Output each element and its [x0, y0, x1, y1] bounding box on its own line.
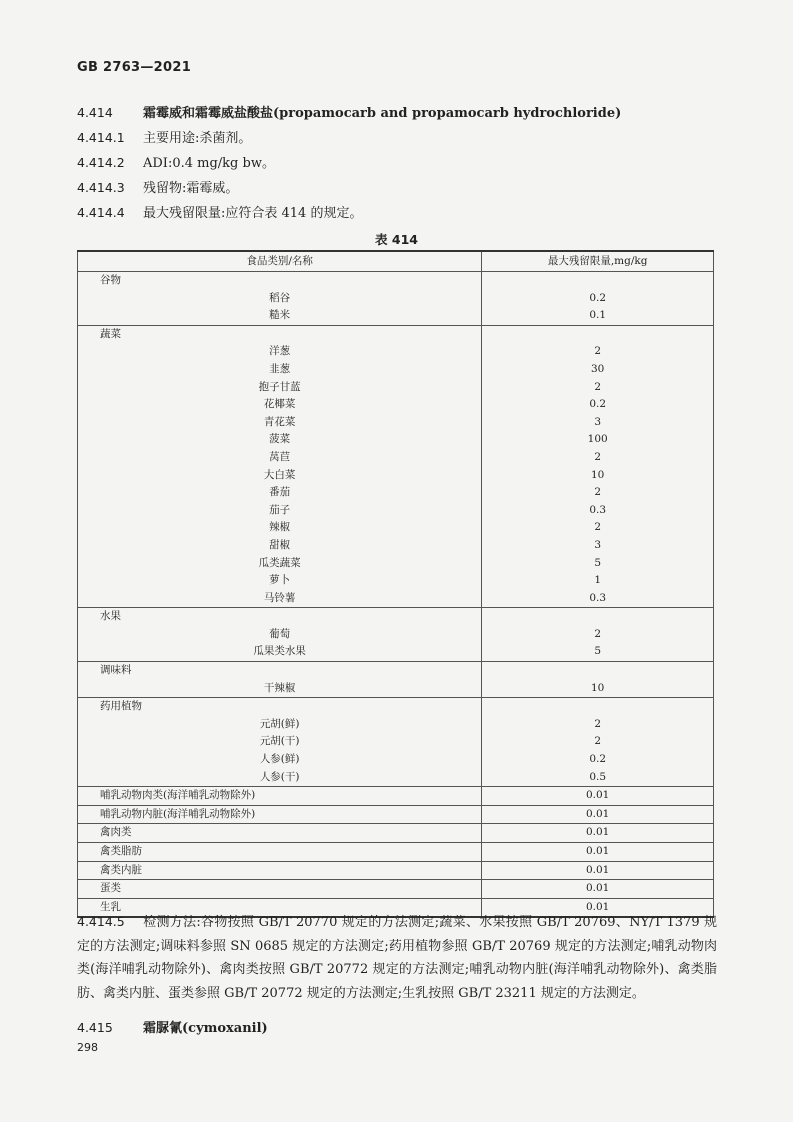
mrl-value-cell: 0.01 — [482, 880, 714, 899]
mrl-value-cell: 0.2 — [482, 751, 714, 769]
item-number: 4.414.2 — [77, 155, 125, 170]
table-row — [78, 379, 714, 397]
mrl-value-cell: 5 — [482, 643, 714, 661]
table-row — [78, 343, 714, 361]
food-name-cell: 葡萄 — [78, 626, 482, 644]
mrl-value-cell: 0.01 — [482, 861, 714, 880]
mrl-value-cell: 2 — [482, 716, 714, 734]
food-name-cell: 瓜果类水果 — [78, 643, 482, 661]
food-category-cell: 哺乳动物肉类(海洋哺乳动物除外) — [78, 787, 482, 806]
food-category-cell: 药用植物 — [78, 698, 482, 716]
mrl-value-cell: 10 — [482, 467, 714, 485]
food-name-cell: 人参(干) — [78, 769, 482, 787]
mrl-value-cell: 0.01 — [482, 843, 714, 862]
mrl-value-cell: 0.01 — [482, 824, 714, 843]
table-row — [78, 643, 714, 661]
mrl-value-cell: 2 — [482, 449, 714, 467]
table-row — [78, 626, 714, 644]
food-name-cell: 莴苣 — [78, 449, 482, 467]
food-name-cell: 萝卜 — [78, 572, 482, 590]
item-line — [77, 177, 238, 196]
mrl-value-cell: 0.3 — [482, 502, 714, 520]
food-name-cell: 茄子 — [78, 502, 482, 520]
food-name-cell: 元胡(干) — [78, 733, 482, 751]
mrl-value-cell: 5 — [482, 555, 714, 573]
food-name-cell: 洋葱 — [78, 343, 482, 361]
food-category-cell: 水果 — [78, 608, 482, 626]
food-category-cell: 蛋类 — [78, 880, 482, 899]
table-row — [78, 537, 714, 555]
food-name-cell: 马铃薯 — [78, 590, 482, 608]
food-name-cell: 青花菜 — [78, 414, 482, 432]
food-name-cell: 抱子甘蓝 — [78, 379, 482, 397]
table-row — [78, 716, 714, 734]
table-row — [78, 805, 714, 824]
food-name-cell: 糙米 — [78, 307, 482, 325]
table-row — [78, 290, 714, 308]
section-heading — [77, 102, 621, 121]
document-header: GB 2763—2021 — [77, 60, 192, 75]
food-name-cell: 大白菜 — [78, 467, 482, 485]
table-row — [78, 325, 714, 343]
food-category-cell: 哺乳动物内脏(海洋哺乳动物除外) — [78, 805, 482, 824]
table-row — [78, 824, 714, 843]
mrl-value-cell: 0.01 — [482, 898, 714, 917]
page-number: 298 — [77, 1041, 98, 1054]
table-row — [78, 431, 714, 449]
table-row — [78, 519, 714, 537]
item-text: ADI:0.4 mg/kg bw。 — [143, 156, 275, 171]
food-name-cell: 人参(鲜) — [78, 751, 482, 769]
table-row — [78, 572, 714, 590]
mrl-value-cell: 0.2 — [482, 396, 714, 414]
food-name-cell: 干辣椒 — [78, 680, 482, 698]
table-title: 表 414 — [375, 232, 418, 247]
table-row — [78, 414, 714, 432]
header-food-category: 食品类别/名称 — [78, 251, 482, 272]
next-section-number: 4.415 — [77, 1020, 113, 1035]
table-row — [78, 662, 714, 680]
mrl-value-cell: 0.1 — [482, 307, 714, 325]
item-text: 最大残留限量:应符合表 414 的规定。 — [143, 206, 363, 221]
mrl-value-cell: 0.01 — [482, 805, 714, 824]
food-category-cell: 调味料 — [78, 662, 482, 680]
mrl-value-cell: 1 — [482, 572, 714, 590]
mrl-value-cell — [482, 325, 714, 343]
food-name-cell: 辣椒 — [78, 519, 482, 537]
food-name-cell: 菠菜 — [78, 431, 482, 449]
food-name-cell: 稻谷 — [78, 290, 482, 308]
mrl-value-cell: 100 — [482, 431, 714, 449]
food-name-cell: 元胡(鲜) — [78, 716, 482, 734]
food-name-cell: 番茄 — [78, 484, 482, 502]
mrl-value-cell: 3 — [482, 537, 714, 555]
section-title: 霜霉威和霜霉威盐酸盐(propamocarb and propamocarb hydrochloride) — [143, 106, 622, 121]
mrl-value-cell: 2 — [482, 379, 714, 397]
table-row — [78, 590, 714, 608]
table-row — [78, 484, 714, 502]
mrl-value-cell — [482, 662, 714, 680]
table-row — [78, 608, 714, 626]
mrl-value-cell: 10 — [482, 680, 714, 698]
item-text: 残留物:霜霉威。 — [143, 181, 239, 196]
table-row — [78, 467, 714, 485]
table-row — [78, 680, 714, 698]
mrl-value-cell — [482, 698, 714, 716]
table-row — [78, 449, 714, 467]
mrl-value-cell: 2 — [482, 626, 714, 644]
table-row — [78, 396, 714, 414]
mrl-value-cell: 0.01 — [482, 787, 714, 806]
food-category-cell: 禽类内脏 — [78, 861, 482, 880]
mrl-value-cell: 30 — [482, 361, 714, 379]
item-number: 4.414.1 — [77, 130, 125, 145]
item-number: 4.414.3 — [77, 180, 125, 195]
mrl-value-cell: 2 — [482, 343, 714, 361]
method-text: 检测方法:谷物按照 GB/T 20770 规定的方法测定;蔬菜、水果按照 GB/T 20769、NY/T 1379 规定的方法测定;调味料参照 SN 0685 规定的方法测定;药用植物参照 GB/T 20769 规定的方法测定;哺乳动物肉类(海洋哺乳动物除外)、禽肉类按照 GB/T 20772 规定的方法测定;哺乳动物内脏(海洋哺乳动物除外)、禽类脂肪、禽类内脏、蛋类参照 GB/T 20772 规定的方法测定;生乳按照 GB/T 23211 规定的方法测定。 — [77, 915, 717, 1001]
mrl-value-cell: 2 — [482, 733, 714, 751]
item-line — [77, 152, 275, 171]
table-row — [78, 769, 714, 787]
table-row — [78, 555, 714, 573]
table-row — [78, 880, 714, 899]
detection-method-paragraph — [77, 910, 717, 1005]
table-row — [78, 787, 714, 806]
food-category-cell: 谷物 — [78, 272, 482, 290]
mrl-value-cell: 0.3 — [482, 590, 714, 608]
table-row — [78, 843, 714, 862]
table-row — [78, 502, 714, 520]
table-row — [78, 361, 714, 379]
mrl-value-cell: 2 — [482, 519, 714, 537]
table-row — [78, 861, 714, 880]
food-category-cell: 禽类脂肪 — [78, 843, 482, 862]
item-line — [77, 202, 362, 221]
table-row — [78, 733, 714, 751]
mrl-value-cell — [482, 608, 714, 626]
mrl-table — [77, 250, 714, 918]
mrl-value-cell: 3 — [482, 414, 714, 432]
table-row — [78, 751, 714, 769]
food-name-cell: 瓜类蔬菜 — [78, 555, 482, 573]
mrl-value-cell: 2 — [482, 484, 714, 502]
mrl-value-cell — [482, 272, 714, 290]
item-number: 4.414.4 — [77, 205, 125, 220]
food-name-cell: 花椰菜 — [78, 396, 482, 414]
next-section-heading — [77, 1017, 268, 1036]
item-line — [77, 127, 251, 146]
table-row — [78, 698, 714, 716]
item-text: 主要用途:杀菌剂。 — [143, 131, 252, 146]
section-number: 4.414 — [77, 105, 113, 120]
table-body — [78, 272, 714, 918]
method-number: 4.414.5 — [77, 914, 125, 929]
food-name-cell: 甜椒 — [78, 537, 482, 555]
table-row — [78, 307, 714, 325]
food-category-cell: 禽肉类 — [78, 824, 482, 843]
mrl-value-cell: 0.2 — [482, 290, 714, 308]
next-section-title: 霜脲氰(cymoxanil) — [143, 1021, 268, 1036]
food-category-cell: 蔬菜 — [78, 325, 482, 343]
mrl-value-cell: 0.5 — [482, 769, 714, 787]
table-header-row — [78, 251, 714, 272]
header-mrl: 最大残留限量,mg/kg — [482, 251, 714, 272]
food-name-cell: 韭葱 — [78, 361, 482, 379]
food-category-cell: 生乳 — [78, 898, 482, 917]
table-row — [78, 272, 714, 290]
